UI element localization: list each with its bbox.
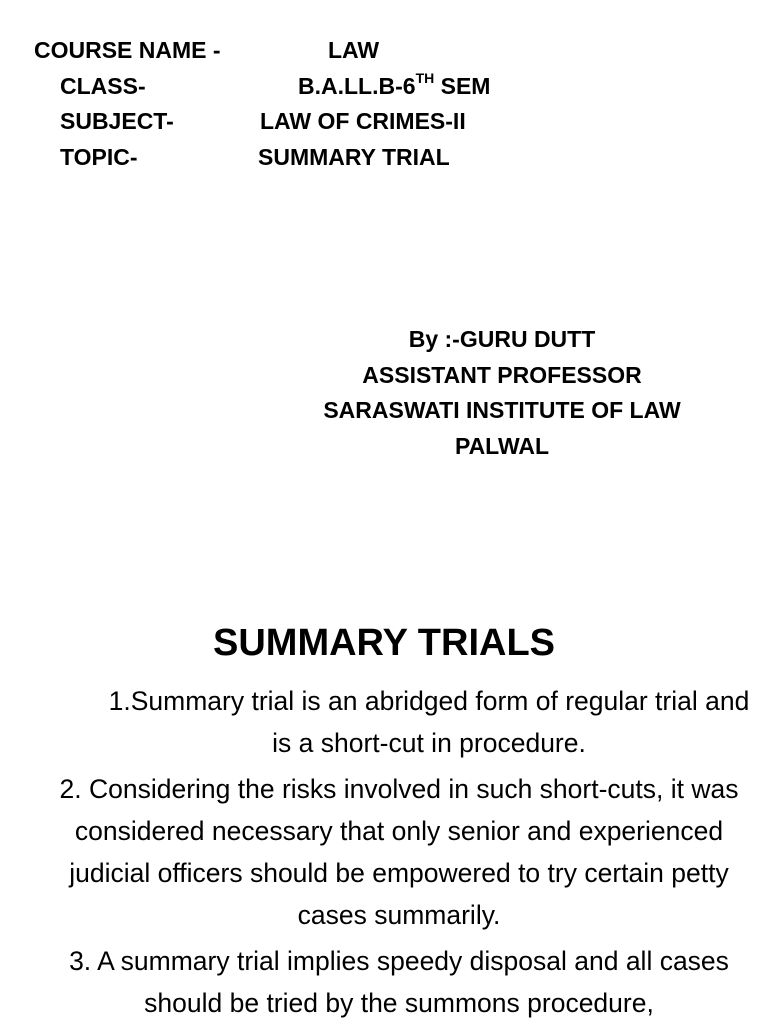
course-name-label: COURSE NAME - (34, 37, 221, 63)
slide-title: SUMMARY TRIALS (213, 622, 555, 664)
topic-value: SUMMARY TRIAL (258, 144, 450, 170)
author-institute: SARASWATI INSTITUTE OF LAW (323, 397, 681, 423)
points-list (40, 680, 758, 1024)
course-name-value: LAW (328, 37, 380, 63)
point-item: 2. Considering the risks involved in such short-cuts, it was considered necessary that only senior and experienced judicial officers should be empowered to try certain petty cases summarily. (59, 774, 739, 930)
class-label: CLASS- (60, 73, 146, 99)
point-item: 3. A summary trial implies speedy disposal and all cases should be tried by the summons procedure, (69, 946, 729, 1018)
author-designation: ASSISTANT PROFESSOR (362, 361, 642, 388)
class-value (298, 72, 490, 100)
subject-value: LAW OF CRIMES-II (260, 108, 466, 134)
class-value-main: B.A.LL.B-6 (298, 73, 416, 99)
subject-label: SUBJECT- (60, 108, 174, 134)
author-by-line: By :-GURU DUTT (408, 326, 596, 352)
point-item: 1.Summary trial is an abridged form of regular trial and is a short-cut in procedure. (108, 686, 750, 758)
topic-label: TOPIC- (60, 144, 138, 170)
author-city: PALWAL (454, 432, 550, 459)
class-value-superscript: TH (415, 70, 435, 87)
class-value-tail: SEM (434, 73, 491, 99)
author-block (282, 322, 722, 464)
